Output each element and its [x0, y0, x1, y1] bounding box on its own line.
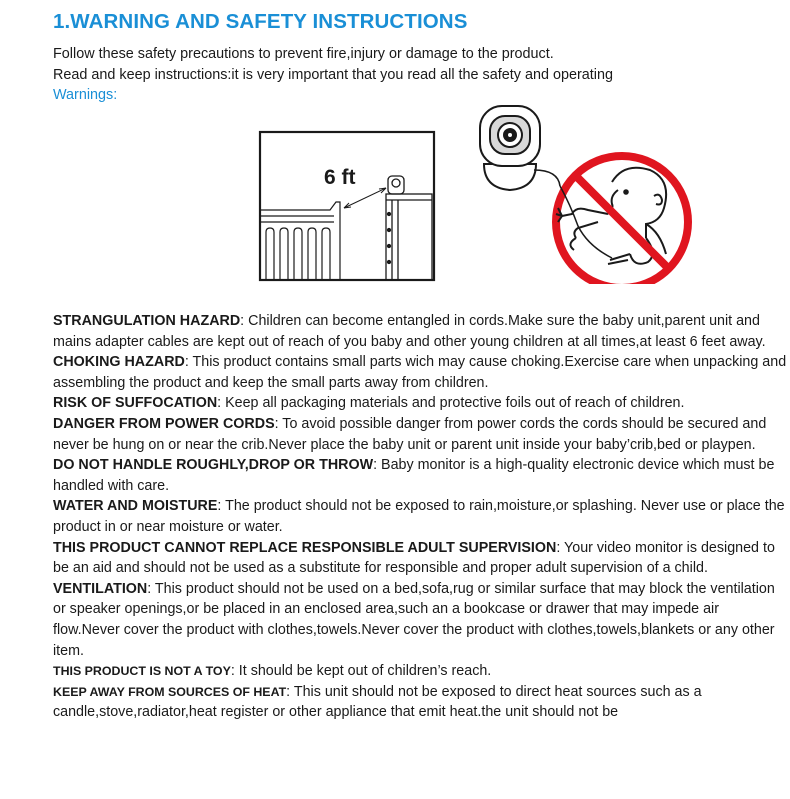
camera-large-icon: [480, 106, 560, 190]
intro-line: Read and keep instructions:it is very important that you read all the safety and operating: [53, 66, 613, 83]
hazard-label: DO NOT HANDLE ROUGHLY,DROP OR THROW: [53, 457, 374, 474]
dresser-illustration: [386, 194, 432, 280]
distance-label: 6 ft: [324, 166, 356, 189]
hazard-label: RISK OF SUFFOCATION: [53, 395, 218, 412]
intro-block: [53, 44, 613, 106]
hazard-item: [53, 682, 788, 723]
page-title: 1.WARNING AND SAFETY INSTRUCTIONS: [53, 10, 468, 33]
hazard-item: [53, 414, 788, 455]
camera-small-icon: [388, 176, 404, 194]
room-frame: [260, 132, 434, 280]
hazard-text: : This product contains small parts wich may cause choking.Exercise care when unpacking and assembling the product and keep the small parts away from children.: [53, 354, 787, 391]
hazard-text: : It should be kept out of children’s reach.: [230, 663, 492, 680]
hazard-label: THIS PRODUCT CANNOT REPLACE RESPONSIBLE ADULT SUPERVISION: [53, 539, 557, 556]
hazard-item: [53, 538, 788, 579]
hazard-label: STRANGULATION HAZARD: [53, 313, 241, 329]
intro-line: Follow these safety precautions to prevent fire,injury or damage to the product.: [53, 46, 554, 62]
hazard-list: [53, 311, 788, 723]
hazard-text: : The product should not be exposed to rain,moisture,or splashing. Never use or place the product in or near moisture or water.: [53, 498, 785, 535]
hazard-item: [53, 352, 788, 393]
room-scene: [260, 132, 434, 280]
distance-line: [344, 188, 386, 208]
hazard-item: [53, 393, 788, 414]
hazard-label: VENTILATION: [53, 580, 148, 597]
prohibited-baby-icon: [556, 156, 688, 284]
hazard-text: : Children can become entangled in cords.Make sure the baby unit,parent unit and mains adapter cables are kept out of reach of you baby and other young children at all times,at least 6 feet away.: [53, 313, 766, 350]
hazard-item: [53, 579, 788, 661]
hazard-text: : This unit should not be exposed to direct heat sources such as a candle,stove,radiator,heat register or other appliance that emit heat.the unit should not be: [53, 683, 702, 721]
hazard-text: : Your video monitor is designed to be an aid and should not be used as a substitute for responsible and proper adult supervision of a child.: [53, 539, 775, 577]
hazard-label: WATER AND MOISTURE: [53, 498, 218, 515]
hazard-item: [53, 311, 788, 352]
hazard-text: : Keep all packaging materials and protective foils out of reach of children.: [217, 395, 685, 412]
warnings-heading: Warnings:: [53, 87, 118, 103]
crib-illustration: [260, 202, 340, 280]
hazard-label: DANGER FROM POWER CORDS: [53, 415, 275, 432]
hazard-label: THIS PRODUCT IS NOT A TOY: [53, 664, 231, 679]
hazard-text: : To avoid possible danger from power cords the cords should be secured and never be hung on or near the crib.Never place the baby unit or parent unit inside your baby’crib,bed or playpen.: [53, 415, 767, 453]
hazard-label: KEEP AWAY FROM SOURCES OF HEAT: [53, 684, 287, 699]
hazard-item: [53, 455, 788, 496]
safety-illustration: [258, 104, 698, 284]
hazard-label: CHOKING HAZARD: [53, 354, 185, 371]
hazard-item: [53, 496, 788, 537]
hazard-text: : This product should not be used on a bed,sofa,rug or similar surface that may block the ventilation or speaker openings,or be placed in an enclosed area,such an a bookcase or drawer that may impede air flow.Never cover the product with clothes,towels.Never cover the product with clothes,towels,blankets or any other item.: [53, 580, 775, 659]
hazard-item: [53, 661, 788, 682]
hazard-text: : Baby monitor is a high-quality electronic device which must be handled with care.: [53, 457, 775, 494]
